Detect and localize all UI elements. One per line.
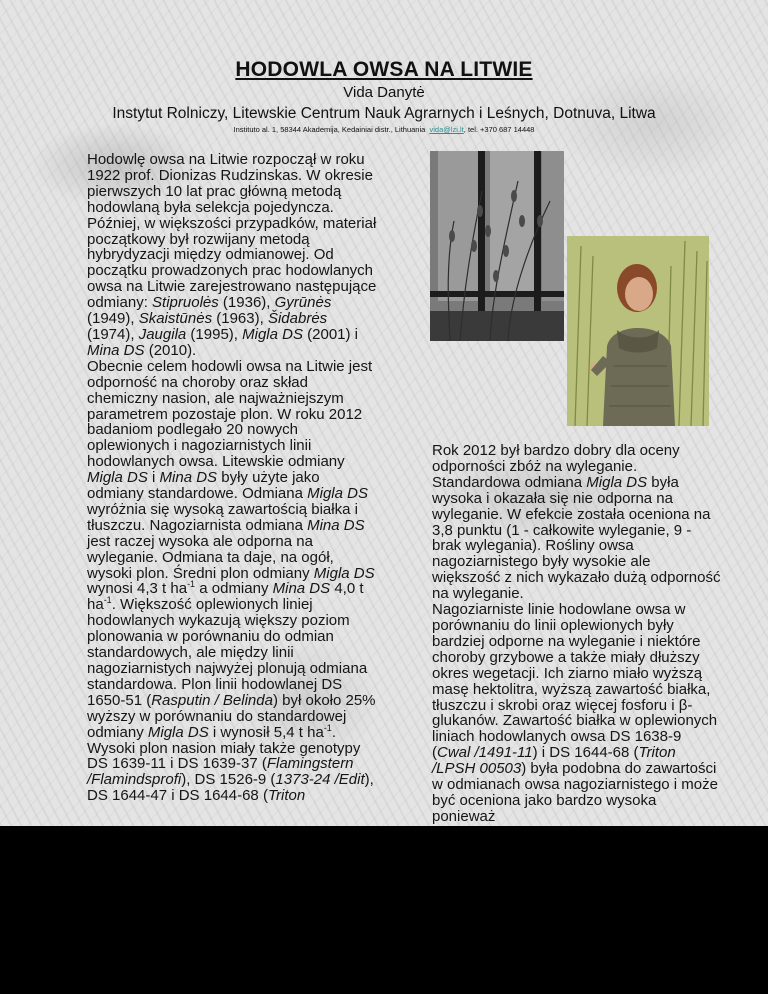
right-column-text [432,443,722,825]
text-span: i wynosił 5,4 t ha [208,723,324,741]
text-span: ) był około 25% wyższy w porównaniu do standardowej odmiany [87,691,376,741]
email-link[interactable]: vida@lzi.lt [429,125,464,134]
objectives-paragraph [87,359,377,804]
lodging-paragraph [432,443,722,602]
unit-superscript: -1 [187,579,196,590]
text-span: a odmiany [195,580,273,598]
variety-name: Stipruolės [152,294,219,312]
variety-name: Migla DS [242,325,303,343]
text-span: Obecnie celem hodowli owsa na Litwie jest odporność na choroby oraz skład chemiczny nasion, ale najważniejszym parametrem pozostaje plon. W roku 2012 badaniom podlegało 20 nowych oplewionych i nagoziarnistych linii hodowlanych owsa. Litewskie odmiany [87,357,373,471]
variety-name: Migla DS [87,469,148,487]
text-span: (1963), [212,310,268,328]
variety-name: Mina DS [272,580,331,598]
unit-superscript: -1 [103,595,112,606]
author-name: Vida Danytė [343,84,425,101]
bottom-black-area [0,826,768,994]
institute-name: Instytut Rolniczy, Litewskie Centrum Nauk Agrarnych i Leśnych, Dotnuva, Litwa [112,105,656,122]
text-span: (1936), [218,294,275,312]
breeder-in-field-photo [567,236,709,426]
text-span: jest raczej wysoka ale odporna na wyleganie. Odmiana ta daje, na ogół, wysoki plon. Średni plon odmiany [87,532,334,582]
variety-name: 1373-24 /Edit [275,771,365,789]
text-span: wynosi 4,3 t ha [87,580,188,598]
variety-name: Migla DS [307,485,368,503]
variety-name: Cwal /1491-11 [437,744,533,762]
text-span: Nagoziarniste linie hodowlane owsa w porównaniu do linii oplewionych były bardziej odporne na wyleganie i niektóre choroby grzybowe a także miały dłuższy okres wegetacji. Ich ziarno miało wyższą masę hektolitra, wyższą zawartość białka, tłuszczu i skrobi oraz więcej fosforu i β-glukanów. Zawartość białka w oplewionych liniach hodowlanych owsa DS 1638-9 ( [432,601,718,762]
variety-name: Skaistūnės [138,310,213,328]
text-span: ), DS 1526-9 ( [181,771,276,789]
variety-name: Jaugila [138,325,187,343]
text-span: Hodowlę owsa na Litwie rozpoczął w roku 1922 prof. Dionizas Rudzinskas. W okresie pierwszych 10 lat prac główną metodą hodowlaną była selekcja pojedyncza. Później, w większości przypadków, materiał początkowy był rozwijany metodą hybrydyzacji między odmianowej. Od początku prowadzonych prac hodowlanych owsa na Litwie zarejestrowano następujące odmiany: [87,151,377,312]
text-span: ), DS 1644-47 i DS 1644-68 ( [87,771,374,805]
naked-oat-paragraph [432,602,722,825]
variety-name: Flamingstern /Flamindsprofi [87,755,354,789]
unit-superscript: -1 [323,722,332,733]
text-span: ) była podobna do zawartości w odmianach owsa nagoziarnistego i może być oceniona jako bardzo wysoka ponieważ [432,760,718,825]
contact-address [0,125,768,134]
text-span: ) i DS 1644-68 ( [532,744,639,762]
variety-name: Gyrūnės [274,294,332,312]
variety-name: Mina DS [87,341,145,359]
variety-name: Triton /LPSH 00503 [432,744,676,778]
text-span: . Większość oplewionych liniej hodowlanych wykazują większy poziom plonowania w porównaniu do odmian standardowych, ale między linii nagoziarnistych najwyżej plonują odmiana standardowa. Plon linii hodowlanej DS 1650-51 ( [87,596,368,709]
text-span: były użyte jako odmiany standardowe. Odmiana [87,469,320,503]
poster-title: HODOWLA OWSA NA LITWIE [235,58,533,81]
variety-name: Mina DS [159,469,218,487]
text-span: (2001) i [302,325,359,343]
text-span: i [147,469,160,487]
text-span: . Wysoki plon nasion miały także genotypy DS 1639-11 i DS 1639-37 ( [87,723,361,773]
variety-name: Migla DS [586,473,648,491]
breeder-in-field-image [567,236,709,426]
greenhouse-oat-photo [430,151,564,341]
text-span: wyróżnia się wysoką zawartością białka i tłuszczu. Nagoziarnista odmiana [87,500,358,534]
phone-text: , tel. +370 687 14448 [463,125,535,134]
left-column-text [87,152,377,804]
variety-name: Triton [267,787,306,805]
text-span: (2010). [144,341,197,359]
greenhouse-oat-image [430,151,564,341]
variety-name: Migla DS [313,564,375,582]
variety-name: Migla DS [147,723,209,741]
text-span: była wysoka i okazała się nie odporna na wyleganie. W efekcie została oceniona na 3,8 punktu (1 - całkowite wyleganie, 9 - brak wylegania). Rośliny owsa nagoziarnistego były wysokie ale większość z nich wykazało dużą odporność na wyleganie. [432,473,721,603]
variety-name: Šidabrės [267,310,328,328]
variety-name: Rasputin / Belinda [151,691,273,709]
text-span: (1995), [186,325,243,343]
text-span: (1949), [87,310,139,328]
address-text: Instituto al. 1, 58344 Akademija, Kedainiai distr., Lithuania [233,125,426,134]
intro-paragraph [87,152,377,359]
text-span: 4,0 t ha [87,580,364,614]
text-span: Rok 2012 był bardzo dobry dla oceny odporności zbóż na wyleganie. Standardowa odmiana [432,442,680,491]
text-span: (1974), [87,325,139,343]
variety-name: Mina DS [307,516,365,534]
